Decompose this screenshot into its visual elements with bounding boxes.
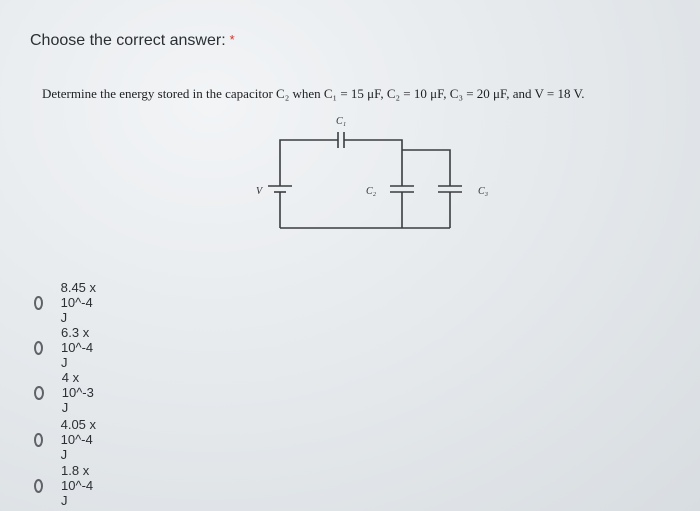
radio-button[interactable] (34, 341, 43, 355)
option-4[interactable] (34, 417, 98, 462)
radio-button[interactable] (34, 433, 43, 447)
prompt-label: Choose the correct answer: (30, 32, 226, 49)
radio-button[interactable] (34, 296, 43, 310)
label-v: V (256, 186, 263, 197)
label-c1: C₁ (336, 116, 347, 127)
option-label: 4.05 x 10^-4 J (60, 417, 97, 462)
wire-top-left (280, 140, 338, 150)
radio-button[interactable] (34, 479, 43, 493)
option-label: 6.3 x 10^-4 J (61, 325, 94, 370)
question-prompt (30, 32, 235, 50)
radio-button[interactable] (34, 386, 44, 400)
required-asterisk: * (229, 32, 235, 47)
circuit-diagram (240, 110, 489, 240)
question-text: Determine the energy stored in the capacitor C₂ when C₁ = 15 μF, C₂ = 10 μF, C₃ = 20 μF, and V = 18 V. (42, 86, 585, 101)
option-label: 8.45 x 10^-4 J (60, 280, 97, 325)
option-1[interactable] (34, 280, 98, 325)
label-c3: C₃ (478, 186, 489, 197)
wire-top-right (344, 140, 402, 150)
option-2[interactable] (34, 325, 98, 370)
label-c2: C₂ (366, 186, 377, 197)
option-3[interactable] (34, 370, 98, 415)
option-5[interactable] (34, 463, 98, 508)
option-label: 4 x 10^-3 J (61, 370, 94, 415)
wire-c3-upper (402, 150, 450, 186)
option-label: 1.8 x 10^-4 J (61, 463, 94, 508)
